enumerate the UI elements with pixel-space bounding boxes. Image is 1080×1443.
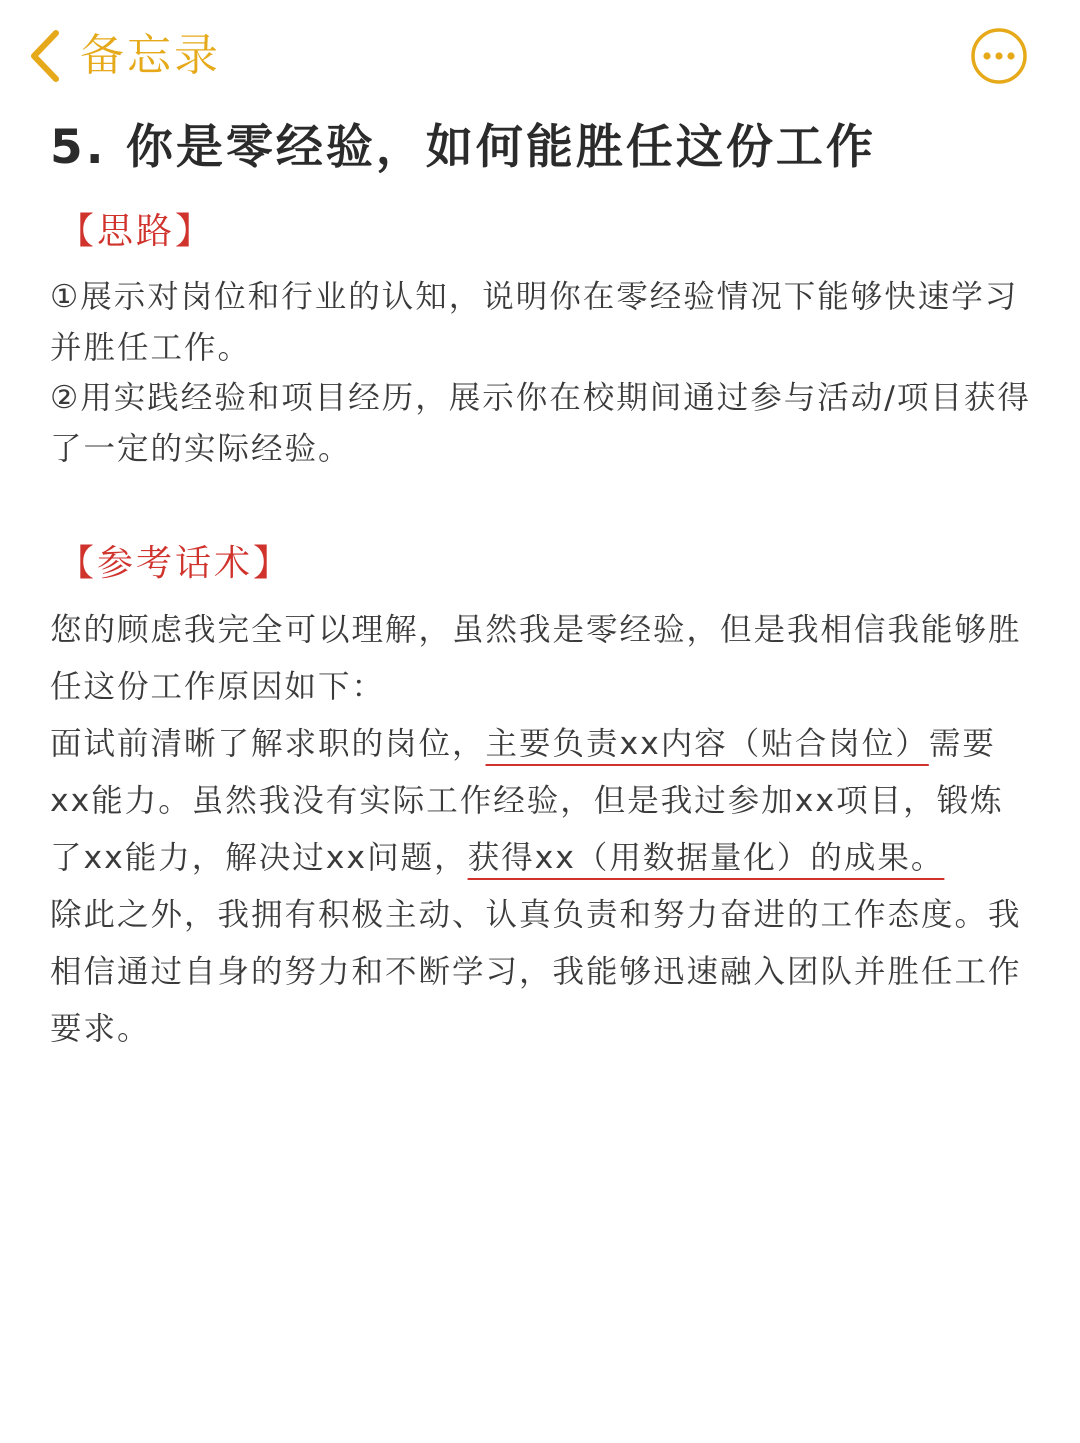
more-horizontal-icon[interactable] [970, 27, 1028, 85]
idea-point-1: ①展示对岗位和行业的认知，说明你在零经验情况下能够快速学习并胜任工作。 [50, 279, 1019, 366]
underlined-highlight: 主要负责xx内容（贴合岗位） [485, 726, 929, 762]
ideas-list [50, 272, 1035, 474]
answer-paragraph-2 [50, 716, 1035, 887]
back-button[interactable] [28, 26, 221, 86]
answer-text-segment: 需要xx能力。虽然我没有实际工作经验，但是我过参加xx项目，锻炼了xx能力，解决过xx问题， [50, 726, 1004, 876]
reference-answer [50, 602, 1035, 1058]
page-title: 5. 你是零经验，如何能胜任这份工作 [50, 120, 876, 175]
chevron-left-icon [28, 29, 62, 83]
idea-point-2: ②用实践经验和项目经历，展示你在校期间通过参与活动/项目获得了一定的实际经验。 [50, 380, 1031, 467]
back-label: 备忘录 [80, 30, 221, 81]
reference-heading: 【参考话术】 [58, 543, 293, 584]
answer-paragraph-3: 除此之外，我拥有积极主动、认真负责和努力奋进的工作态度。我相信通过自身的努力和不断学习，我能够迅速融入团队并胜任工作要求。 [50, 897, 1022, 1047]
answer-text-segment: 面试前清晰了解求职的岗位， [50, 726, 486, 762]
underlined-highlight: 获得xx（用数据量化）的成果。 [467, 840, 945, 876]
answer-paragraph-1: 您的顾虑我完全可以理解，虽然我是零经验，但是我相信我能够胜任这份工作原因如下： [50, 612, 1022, 705]
ideas-heading: 【思路】 [58, 211, 215, 252]
nav-bar [0, 0, 1080, 110]
note-content [50, 112, 1035, 1058]
